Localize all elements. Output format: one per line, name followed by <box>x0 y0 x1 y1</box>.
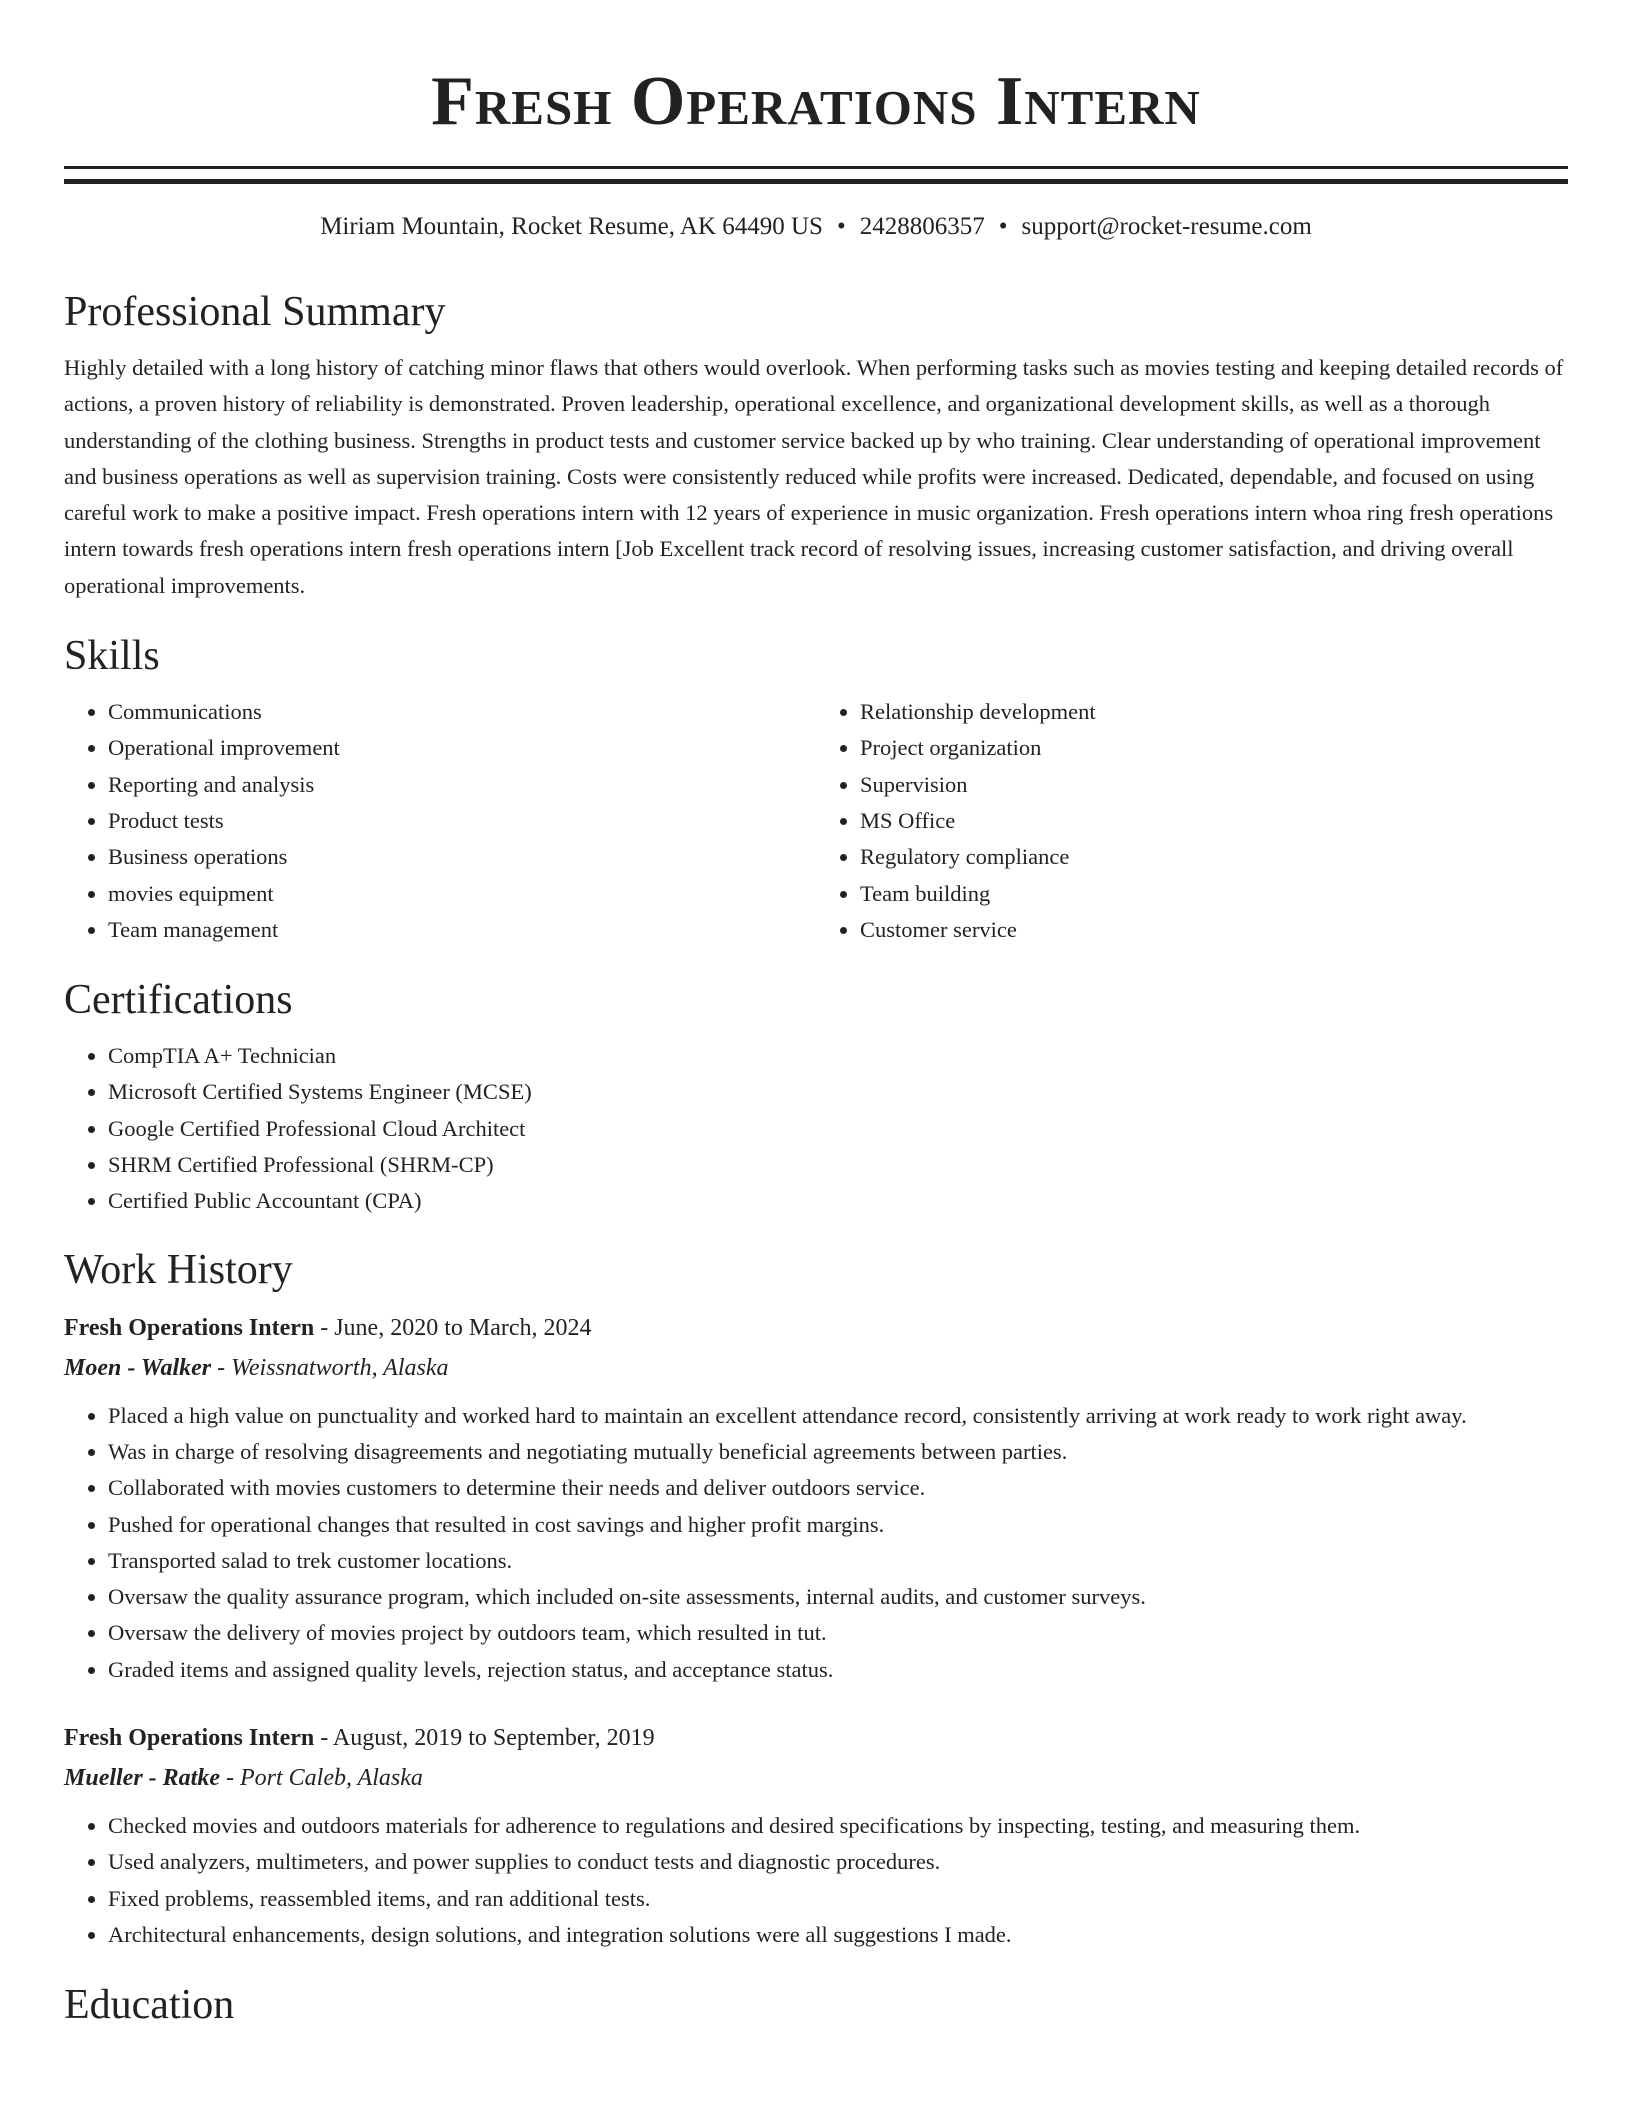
contact-separator: • <box>836 213 846 240</box>
skills-columns <box>64 694 1568 948</box>
skill-item: • Regulatory compliance <box>860 839 1568 875</box>
certification-item: • CompTIA A+ Technician <box>108 1038 1568 1074</box>
contact-email: support@rocket-resume.com <box>1021 213 1312 240</box>
certifications-heading: Certifications <box>64 977 293 1024</box>
skill-item: • Supervision <box>860 767 1568 803</box>
job-title: Fresh Operations Intern <box>64 1314 315 1341</box>
contact-phone: 2428806357 <box>859 213 985 240</box>
skill-item: • Team building <box>860 876 1568 912</box>
skill-item: • Team management <box>108 912 816 948</box>
contact-address: Miriam Mountain, Rocket Resume, AK 64490 US <box>320 213 823 240</box>
job-bullet: • Placed a high value on punctuality and worked hard to maintain an excellent attendance record, consistently arriving at work ready to work right away. <box>108 1398 1568 1434</box>
job-bullet-list <box>64 1398 1568 1688</box>
skill-item: • Customer service <box>860 912 1568 948</box>
skill-item: • Operational improvement <box>108 730 816 766</box>
certification-item: • Certified Public Accountant (CPA) <box>108 1183 1568 1219</box>
skills-list-right <box>816 694 1568 948</box>
job-company-line <box>64 1758 1568 1798</box>
education-heading: Education <box>64 1982 235 2029</box>
skill-item: • Reporting and analysis <box>108 767 816 803</box>
job-bullet: • Pushed for operational changes that resulted in cost savings and higher profit margins. <box>108 1507 1568 1543</box>
skills-heading: Skills <box>64 633 160 680</box>
skills-list-left <box>64 694 816 948</box>
summary-text: Highly detailed with a long history of catching minor flaws that others would overlook. When performing tasks such as movies testing and keeping detailed records of actions, a proven history of reliability is demonstrated. Proven leadership, operational excellence, and organizational development skills, as well as a thorough understanding of the clothing business. Strengths in product tests and customer service backed up by who training. Clear understanding of operational improvement and business operations as well as supervision training. Costs were consistently reduced while profits were increased. Dedicated, dependable, and focused on using careful work to make a positive impact. Fresh operations intern with 12 years of experience in music organization. Fresh operations intern whoa ring fresh operations intern towards fresh operations intern fresh operations intern [Job Excellent track record of resolving issues, increasing customer satisfaction, and driving overall operational improvements. <box>64 355 1564 598</box>
summary-heading: Professional Summary <box>64 289 446 335</box>
job-company-line <box>64 1348 1568 1388</box>
job-bullet: • Oversaw the quality assurance program, which included on-site assessments, internal audits, and customer surveys. <box>108 1579 1568 1615</box>
skill-item: • Communications <box>108 694 816 730</box>
candidate-name: Fresh Operations Intern <box>431 63 1201 140</box>
job-bullet: • Used analyzers, multimeters, and power supplies to conduct tests and diagnostic procedures. <box>108 1844 1568 1880</box>
job-title-line <box>64 1308 1568 1348</box>
skill-item: • Product tests <box>108 803 816 839</box>
contact-separator: • <box>998 213 1008 240</box>
skill-item: • movies equipment <box>108 876 816 912</box>
job-entry <box>64 1718 1568 1953</box>
job-company: Moen - Walker <box>64 1354 212 1381</box>
skill-item: • MS Office <box>860 803 1568 839</box>
skill-item: • Business operations <box>108 839 816 875</box>
job-company: Mueller - Ratke <box>64 1765 220 1792</box>
job-entry <box>64 1308 1568 1688</box>
skill-item: • Project organization <box>860 730 1568 766</box>
certification-item: • Microsoft Certified Systems Engineer (MCSE) <box>108 1074 1568 1110</box>
job-bullet: • Collaborated with movies customers to determine their needs and deliver outdoors service. <box>108 1470 1568 1506</box>
job-location: - Weissnatworth, Alaska <box>217 1354 449 1381</box>
job-bullet: • Architectural enhancements, design solutions, and integration solutions were all suggestions I made. <box>108 1917 1568 1953</box>
skill-item: • Relationship development <box>860 694 1568 730</box>
certifications-list <box>64 1038 1568 1219</box>
job-bullet: • Graded items and assigned quality levels, rejection status, and acceptance status. <box>108 1652 1568 1688</box>
job-bullet: • Fixed problems, reassembled items, and ran additional tests. <box>108 1881 1568 1917</box>
work-history-heading: Work History <box>64 1246 293 1293</box>
header-double-rule <box>64 166 1568 184</box>
job-location: - Port Caleb, Alaska <box>226 1765 423 1792</box>
job-bullet: • Oversaw the delivery of movies project by outdoors team, which resulted in tut. <box>108 1615 1568 1651</box>
job-dates: - August, 2019 to September, 2019 <box>320 1725 655 1752</box>
job-bullet: • Transported salad to trek customer locations. <box>108 1543 1568 1579</box>
job-title: Fresh Operations Intern <box>64 1725 315 1752</box>
contact-line <box>64 210 1568 244</box>
job-dates: - June, 2020 to March, 2024 <box>320 1314 592 1341</box>
job-bullet-list <box>64 1808 1568 1953</box>
certification-item: • SHRM Certified Professional (SHRM-CP) <box>108 1147 1568 1183</box>
resume-page <box>64 0 1568 2031</box>
certification-item: • Google Certified Professional Cloud Architect <box>108 1111 1568 1147</box>
job-bullet: • Was in charge of resolving disagreements and negotiating mutually beneficial agreements between parties. <box>108 1434 1568 1470</box>
job-title-line <box>64 1718 1568 1758</box>
job-bullet: • Checked movies and outdoors materials for adherence to regulations and desired specifications by inspecting, testing, and measuring them. <box>108 1808 1568 1844</box>
